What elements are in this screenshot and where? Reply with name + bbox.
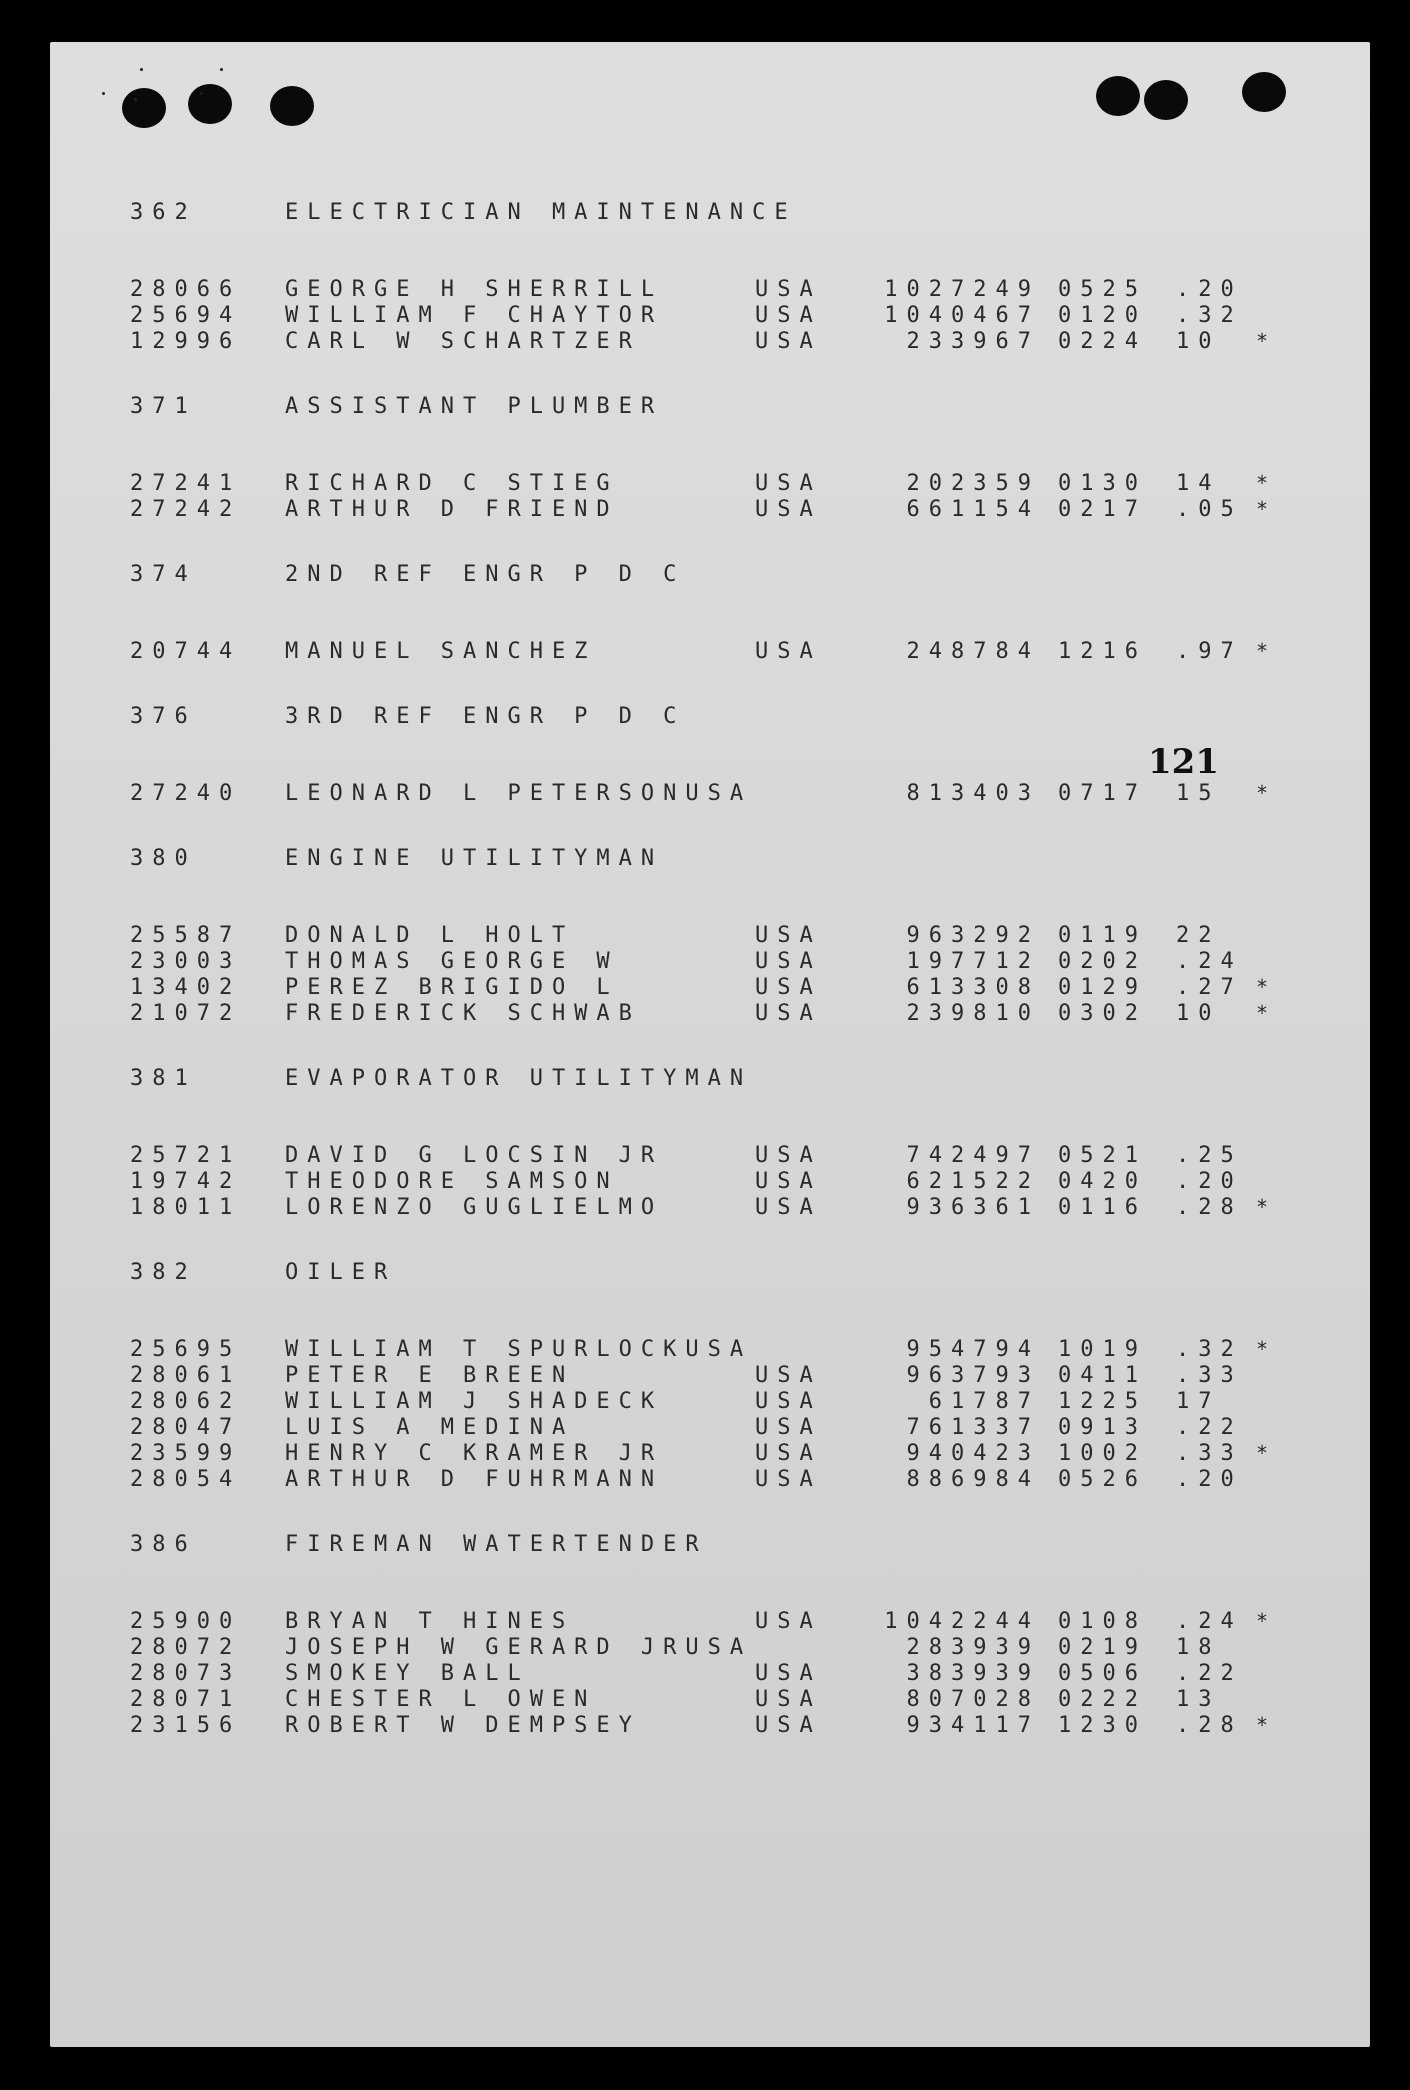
rate-value: .32 (1176, 302, 1243, 328)
crew-row (130, 328, 1330, 354)
rate-value: 22 (1176, 922, 1221, 948)
punch-hole (1144, 80, 1188, 120)
crew-id: 27241 (130, 470, 242, 496)
rate-value: .05 (1176, 496, 1243, 522)
rate-value: .22 (1176, 1660, 1243, 1686)
crew-id: 23003 (130, 948, 242, 974)
speck (102, 92, 105, 95)
citizenship: USA (755, 1000, 822, 1026)
rating-code: 376 (130, 704, 197, 729)
asterisk-mark: * (1256, 975, 1269, 999)
crew-row (130, 496, 1330, 522)
section-header (130, 846, 1330, 876)
crew-row (130, 1440, 1330, 1466)
crew-name: DAVID G LOCSIN JR (285, 1142, 664, 1168)
date-code: 0521 (1058, 1142, 1147, 1168)
date-code: 0130 (1058, 470, 1147, 496)
crew-id: 25694 (130, 302, 242, 328)
document-number: 283939 (906, 1634, 1040, 1660)
date-code: 0411 (1058, 1362, 1147, 1388)
date-code: 0219 (1058, 1634, 1147, 1660)
rating-code: 380 (130, 846, 197, 871)
crew-row (130, 1388, 1330, 1414)
citizenship: USA (755, 1608, 822, 1634)
citizenship: USA (755, 302, 822, 328)
crew-row (130, 1608, 1330, 1634)
crew-name: FREDERICK SCHWAB (285, 1000, 641, 1026)
date-code: 0913 (1058, 1414, 1147, 1440)
citizenship: USA (755, 948, 822, 974)
document-number: 954794 (906, 1336, 1040, 1362)
roster-list (130, 200, 1330, 1738)
crew-name: DONALD L HOLT (285, 922, 575, 948)
crew-row (130, 470, 1330, 496)
date-code: 0302 (1058, 1000, 1147, 1026)
asterisk-mark: * (1256, 471, 1269, 495)
document-number: 383939 (906, 1660, 1040, 1686)
rating-code: 371 (130, 394, 197, 419)
document-number: 807028 (906, 1686, 1040, 1712)
citizenship: USA (755, 328, 822, 354)
crew-row (130, 1142, 1330, 1168)
rate-value: .97 (1176, 638, 1243, 664)
date-code: 0217 (1058, 496, 1147, 522)
rating-section (130, 394, 1330, 522)
crew-row (130, 276, 1330, 302)
crew-row (130, 1466, 1330, 1492)
rate-value: .33 (1176, 1362, 1243, 1388)
crew-row (130, 780, 1330, 806)
rate-value: 14 (1176, 470, 1221, 496)
rating-title: ENGINE UTILITYMAN (285, 846, 664, 871)
date-code: 0717 (1058, 780, 1147, 806)
citizenship: USA (755, 638, 822, 664)
rating-code: 374 (130, 562, 197, 587)
rating-section (130, 1066, 1330, 1220)
asterisk-mark: * (1256, 1713, 1269, 1737)
crew-row (130, 1686, 1330, 1712)
citizenship: USA (755, 1194, 822, 1220)
citizenship: USA (755, 974, 822, 1000)
rating-code: 381 (130, 1066, 197, 1091)
date-code: 0525 (1058, 276, 1147, 302)
citizenship: USA (755, 276, 822, 302)
crew-row (130, 1000, 1330, 1026)
rating-title: FIREMAN WATERTENDER (285, 1532, 708, 1557)
rating-title: EVAPORATOR UTILITYMAN (285, 1066, 753, 1091)
crew-id: 27240 (130, 780, 242, 806)
crew-name: THEODORE SAMSON (285, 1168, 619, 1194)
date-code: 1002 (1058, 1440, 1147, 1466)
crew-name: CHESTER L OWEN (285, 1686, 597, 1712)
crew-name: HENRY C KRAMER JR (285, 1440, 664, 1466)
rate-value: .27 (1176, 974, 1243, 1000)
crew-name: MANUEL SANCHEZ (285, 638, 597, 664)
crew-id: 13402 (130, 974, 242, 1000)
crew-id: 23156 (130, 1712, 242, 1738)
crew-id: 28061 (130, 1362, 242, 1388)
citizenship: USA (755, 1362, 822, 1388)
rate-value: .28 (1176, 1712, 1243, 1738)
date-code: 0129 (1058, 974, 1147, 1000)
crew-name: SMOKEY BALL (285, 1660, 530, 1686)
crew-name: BRYAN T HINES (285, 1608, 575, 1634)
document-number: 1042244 (884, 1608, 1040, 1634)
asterisk-mark: * (1256, 1441, 1269, 1465)
crew-id: 28072 (130, 1634, 242, 1660)
citizenship: USA (755, 1466, 822, 1492)
document-number: 661154 (906, 496, 1040, 522)
crew-id: 12996 (130, 328, 242, 354)
speck (220, 68, 223, 71)
rate-value: .20 (1176, 1466, 1243, 1492)
document-number: 197712 (906, 948, 1040, 974)
crew-row (130, 1336, 1330, 1362)
date-code: 0506 (1058, 1660, 1147, 1686)
punch-hole (1096, 76, 1140, 116)
asterisk-mark: * (1256, 329, 1269, 353)
crew-name: LORENZO GUGLIELMO (285, 1194, 664, 1220)
rating-code: 386 (130, 1532, 197, 1557)
document-number: 233967 (906, 328, 1040, 354)
crew-name: PEREZ BRIGIDO L (285, 974, 619, 1000)
crew-row (130, 1712, 1330, 1738)
citizenship: USA (755, 1414, 822, 1440)
crew-id: 27242 (130, 496, 242, 522)
asterisk-mark: * (1256, 1609, 1269, 1633)
rating-title: 3RD REF ENGR P D C (285, 704, 686, 729)
crew-id: 28054 (130, 1466, 242, 1492)
rate-value: .20 (1176, 1168, 1243, 1194)
date-code: 0222 (1058, 1686, 1147, 1712)
crew-name: LUIS A MEDINA (285, 1414, 575, 1440)
crew-rows (130, 780, 1330, 806)
crew-name: ROBERT W DEMPSEY (285, 1712, 641, 1738)
punch-hole (1242, 72, 1286, 112)
date-code: 1216 (1058, 638, 1147, 664)
document-number: 963292 (906, 922, 1040, 948)
crew-name: THOMAS GEORGE W (285, 948, 619, 974)
document-number: 613308 (906, 974, 1040, 1000)
crew-row (130, 1414, 1330, 1440)
asterisk-mark: * (1256, 497, 1269, 521)
speck (200, 92, 203, 95)
document-number: 1040467 (884, 302, 1040, 328)
date-code: 0108 (1058, 1608, 1147, 1634)
crew-rows (130, 276, 1330, 354)
section-header (130, 200, 1330, 230)
document-number: 936361 (906, 1194, 1040, 1220)
asterisk-mark: * (1256, 1001, 1269, 1025)
crew-row (130, 1194, 1330, 1220)
crew-row (130, 1634, 1330, 1660)
crew-id: 25587 (130, 922, 242, 948)
crew-id: 18011 (130, 1194, 242, 1220)
rate-value: .32 (1176, 1336, 1243, 1362)
asterisk-mark: * (1256, 1337, 1269, 1361)
crew-id: 28047 (130, 1414, 242, 1440)
crew-name: LEONARD L PETERSONUSA (285, 780, 753, 806)
citizenship: USA (755, 1388, 822, 1414)
asterisk-mark: * (1256, 1195, 1269, 1219)
rate-value: 18 (1176, 1634, 1221, 1660)
document-number: 934117 (906, 1712, 1040, 1738)
date-code: 0526 (1058, 1466, 1147, 1492)
page-number: 121 (1148, 742, 1219, 782)
rate-value: 10 (1176, 1000, 1221, 1026)
document-number: 886984 (906, 1466, 1040, 1492)
crew-id: 20744 (130, 638, 242, 664)
crew-rows (130, 470, 1330, 522)
punch-hole (270, 86, 314, 126)
document-number: 742497 (906, 1142, 1040, 1168)
crew-rows (130, 1142, 1330, 1220)
rating-title: ASSISTANT PLUMBER (285, 394, 664, 419)
rating-section (130, 1260, 1330, 1492)
crew-id: 25695 (130, 1336, 242, 1362)
crew-row (130, 1168, 1330, 1194)
asterisk-mark: * (1256, 781, 1269, 805)
crew-id: 28073 (130, 1660, 242, 1686)
citizenship: USA (755, 1168, 822, 1194)
citizenship: USA (755, 1660, 822, 1686)
date-code: 0420 (1058, 1168, 1147, 1194)
document-number: 963793 (906, 1362, 1040, 1388)
rating-section (130, 562, 1330, 664)
crew-id: 28071 (130, 1686, 242, 1712)
citizenship: USA (755, 1142, 822, 1168)
crew-rows (130, 1336, 1330, 1492)
date-code: 0120 (1058, 302, 1147, 328)
crew-id: 25721 (130, 1142, 242, 1168)
document-number: 621522 (906, 1168, 1040, 1194)
document-number: 813403 (906, 780, 1040, 806)
citizenship: USA (755, 496, 822, 522)
citizenship: USA (755, 1440, 822, 1466)
crew-row (130, 638, 1330, 664)
crew-rows (130, 1608, 1330, 1738)
document-number: 239810 (906, 1000, 1040, 1026)
section-header (130, 394, 1330, 424)
crew-id: 25900 (130, 1608, 242, 1634)
crew-id: 28062 (130, 1388, 242, 1414)
punch-hole (188, 84, 232, 124)
date-code: 0119 (1058, 922, 1147, 948)
crew-name: WILLIAM F CHAYTOR (285, 302, 664, 328)
section-header (130, 1532, 1330, 1562)
crew-row (130, 922, 1330, 948)
document-number: 761337 (906, 1414, 1040, 1440)
citizenship: USA (755, 1712, 822, 1738)
crew-id: 19742 (130, 1168, 242, 1194)
rate-value: 15 (1176, 780, 1221, 806)
date-code: 0116 (1058, 1194, 1147, 1220)
rate-value: .28 (1176, 1194, 1243, 1220)
rate-value: .25 (1176, 1142, 1243, 1168)
date-code: 0224 (1058, 328, 1147, 354)
date-code: 1225 (1058, 1388, 1147, 1414)
crew-row (130, 948, 1330, 974)
document-number: 248784 (906, 638, 1040, 664)
citizenship: USA (755, 470, 822, 496)
citizenship: USA (755, 922, 822, 948)
rating-section (130, 704, 1330, 806)
rate-value: .33 (1176, 1440, 1243, 1466)
crew-row (130, 302, 1330, 328)
rate-value: 13 (1176, 1686, 1221, 1712)
crew-id: 23599 (130, 1440, 242, 1466)
crew-name: JOSEPH W GERARD JRUSA (285, 1634, 753, 1660)
rate-value: .22 (1176, 1414, 1243, 1440)
section-header (130, 704, 1330, 734)
speck (134, 98, 137, 101)
rate-value: .24 (1176, 1608, 1243, 1634)
section-header (130, 562, 1330, 592)
crew-name: WILLIAM T SPURLOCKUSA (285, 1336, 753, 1362)
crew-row (130, 1660, 1330, 1686)
rate-value: 10 (1176, 328, 1221, 354)
document-number: 202359 (906, 470, 1040, 496)
rating-title: ELECTRICIAN MAINTENANCE (285, 200, 797, 225)
asterisk-mark: * (1256, 639, 1269, 663)
crew-id: 28066 (130, 276, 242, 302)
crew-rows (130, 638, 1330, 664)
crew-row (130, 1362, 1330, 1388)
document-number: 1027249 (884, 276, 1040, 302)
rate-value: .20 (1176, 276, 1243, 302)
document-number: 940423 (906, 1440, 1040, 1466)
speck (140, 68, 143, 71)
rating-section (130, 846, 1330, 1026)
crew-name: ARTHUR D FUHRMANN (285, 1466, 664, 1492)
rating-code: 362 (130, 200, 197, 225)
rate-value: .24 (1176, 948, 1243, 974)
document-number: 61787 (928, 1388, 1040, 1414)
crew-rows (130, 922, 1330, 1026)
date-code: 1019 (1058, 1336, 1147, 1362)
section-header (130, 1260, 1330, 1290)
rating-section (130, 1532, 1330, 1738)
crew-name: RICHARD C STIEG (285, 470, 619, 496)
crew-name: ARTHUR D FRIEND (285, 496, 619, 522)
rating-title: OILER (285, 1260, 397, 1285)
punch-hole (122, 88, 166, 128)
rating-code: 382 (130, 1260, 197, 1285)
rate-value: 17 (1176, 1388, 1221, 1414)
crew-name: PETER E BREEN (285, 1362, 575, 1388)
rating-section (130, 200, 1330, 354)
crew-name: WILLIAM J SHADECK (285, 1388, 664, 1414)
date-code: 0202 (1058, 948, 1147, 974)
date-code: 1230 (1058, 1712, 1147, 1738)
crew-row (130, 974, 1330, 1000)
section-header (130, 1066, 1330, 1096)
rating-title: 2ND REF ENGR P D C (285, 562, 686, 587)
crew-name: GEORGE H SHERRILL (285, 276, 664, 302)
crew-name: CARL W SCHARTZER (285, 328, 641, 354)
citizenship: USA (755, 1686, 822, 1712)
crew-id: 21072 (130, 1000, 242, 1026)
